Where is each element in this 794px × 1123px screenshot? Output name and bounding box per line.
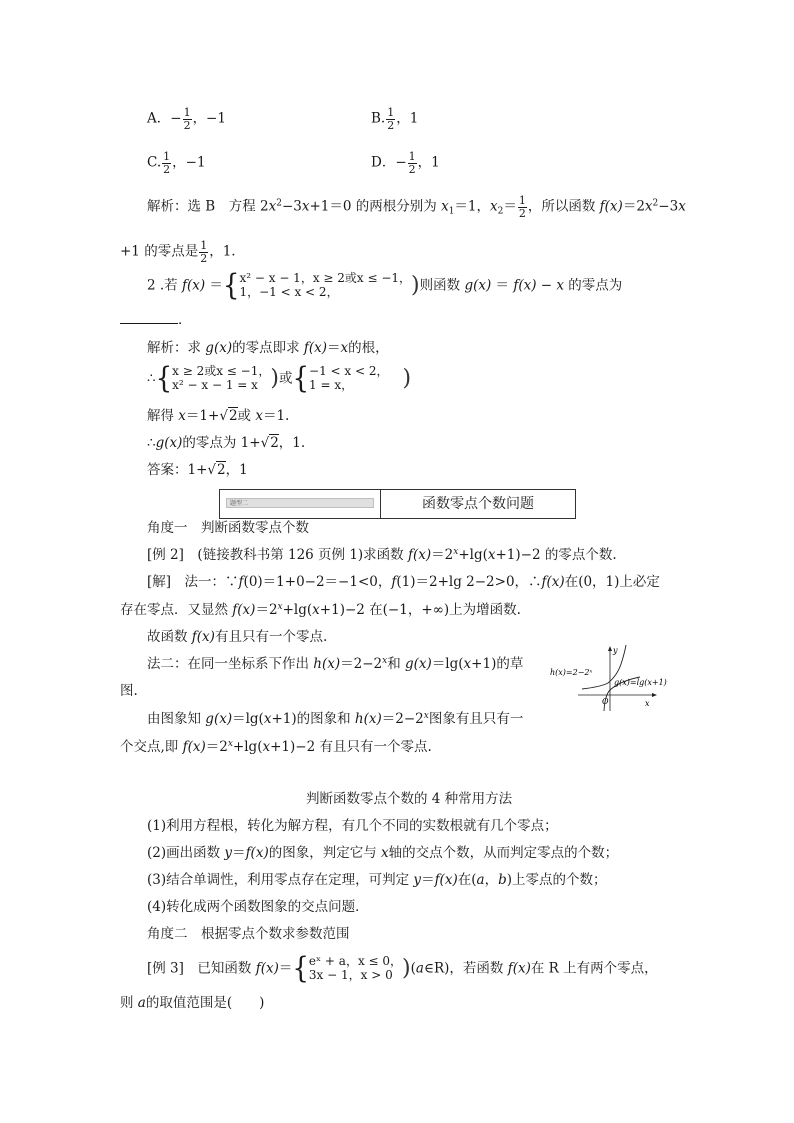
q2-solution-systems: ∴{ x ≥ 2或x ≤ −1， x² − x − 1 = x )或{ −1 < x < 2， 1 = x， ) [147, 362, 412, 396]
methods-title: 判断函数零点个数的 4 种常用方法 [306, 791, 513, 807]
example3: [例 3] 已知函数 f(x)＝{ eˣ + a，x ≤ 0， 3x − 1，x > 0 )(a∈R)，若函数 f(x)在 R 上有两个零点， [147, 952, 658, 986]
graph-x-label: x [645, 699, 650, 708]
x-axis-arrow-icon [652, 693, 657, 697]
section-header [219, 489, 576, 519]
method-3: (3)结合单调性，利用零点存在定理，可判定 y＝f(x)在(a，b)上零点的个数； [147, 872, 607, 888]
right-paren-icon: ) [411, 272, 420, 298]
option-c-fraction: $\frac{1}{2}$ [163, 150, 171, 176]
q2-answer-blank: ． [120, 314, 192, 328]
sqrt-icon: √ [219, 408, 228, 424]
h-curve-label: h(x)=2−2ˣ [550, 668, 593, 677]
option-b-label: B. [371, 110, 386, 127]
solution2-m1-line2: 存在零点．又显然 $f(x)=2^x+\lg(x+1)-2$ 在(−1，+∞)上为增函数. [120, 602, 521, 618]
sqrt-icon: √ [260, 435, 270, 451]
section-title: 函数零点个数问题 [422, 496, 534, 512]
example3-line2: 则 a的取值范围是( ) [120, 995, 265, 1011]
example3-piecewise: eˣ + a，x ≤ 0， 3x − 1，x > 0 [308, 954, 403, 982]
solution2-m2-line1: 法二：在同一坐标系下作出 $h(x)=2-2^x$和 g(x)＝lg(x+1)的草 [147, 656, 524, 672]
q1-solution-line1: 解析：选 B 方程 $2x^2-3x+1=0$ 的两根分别为 $x_1=1$，$x_2=$ $\frac{1}{2}$ ，所以函数 $f(x)=2x^2-3x$ [147, 194, 686, 220]
solution2-m2-line3: 由图象知 g(x)＝lg(x+1)的图象和 $h(x)=2-2^x$图象有且只有一 [147, 711, 524, 727]
solution2-m2-line4: 个交点,即 $f(x)=2^x+\lg(x+1)-2$ 有且只有一个零点. [120, 739, 432, 755]
q2-solution-line1: 解析：求 g(x)的零点即求 f(x)＝x的根， [147, 340, 389, 356]
angle1-heading: 角度一 判断函数零点个数 [147, 520, 309, 536]
method-1: (1)利用方程根，转化为解方程，有几个不同的实数根就有几个零点； [147, 818, 558, 834]
option-a-label: A．− [147, 110, 182, 127]
q2-zeros: ∴g(x)的零点为 1+√2，1. [147, 435, 306, 451]
method-4: (4)转化成两个函数图象的交点问题． [147, 899, 369, 915]
q2-stem: 2 .若 f(x) ＝{ x² − x − 1，x ≥ 2或x ≤ −1， 1，−1 < x < 2， )则函数 g(x) ＝ f(x) − x 的零点为 [147, 269, 623, 303]
q1-solution-line2: +1 的零点是 $\frac{1}{2}$ ，1. [120, 239, 236, 265]
y-axis-arrow-icon [608, 646, 612, 651]
example2: [例 2] (链接教科书第 126 页例 1)求函数 $f(x)=2^x+\lg(x+1)-2$ 的零点个数. [147, 547, 617, 563]
option-c-label: C. [147, 154, 162, 171]
section-tag: 题型二 [226, 498, 374, 508]
function-graph [548, 643, 688, 713]
solution2-m1-line1: [解] 法一：∵f(0)＝1+0−2＝−1<0，f(1)＝2+lg 2−2>0，∴f(x)在(0，1)上必定 [147, 574, 660, 590]
option-a-fraction: $\frac{1}{2}$ [183, 106, 191, 132]
angle2-heading: 角度二 根据零点个数求参数范围 [147, 926, 350, 942]
graph-y-label: y [613, 646, 618, 655]
sqrt-icon: √ [207, 462, 217, 478]
option-c: C. $\frac{1}{2}$ ，−1 [147, 150, 206, 176]
left-brace-icon: { [222, 269, 240, 303]
method-2: (2)画出函数 y＝f(x)的图象，判定它与 x轴的交点个数，从而判定零点的个数； [147, 845, 619, 861]
option-a: A．− $\frac{1}{2}$ ，−1 [147, 106, 226, 132]
option-d: D．− $\frac{1}{2}$ ，1 [371, 150, 440, 176]
graph-origin: O [602, 697, 609, 706]
g-curve-label: g(x)=lg(x+1) [614, 678, 667, 687]
q2-solve: 解得 x＝1+√2或 x＝1. [147, 408, 290, 424]
option-b: B. $\frac{1}{2}$ ，1 [371, 106, 419, 132]
solution2-m1-conclusion: 故函数 f(x)有且只有一个零点. [147, 629, 328, 645]
solution2-m2-line2: 图. [120, 683, 138, 699]
q2-piecewise: x² − x − 1，x ≥ 2或x ≤ −1， 1，−1 < x < 2， [239, 271, 412, 299]
q2-answer: 答案：1+√2，1 [147, 462, 248, 478]
option-d-label: D．− [371, 154, 407, 171]
option-d-fraction: $\frac{1}{2}$ [408, 150, 416, 176]
option-b-fraction: $\frac{1}{2}$ [387, 106, 395, 132]
